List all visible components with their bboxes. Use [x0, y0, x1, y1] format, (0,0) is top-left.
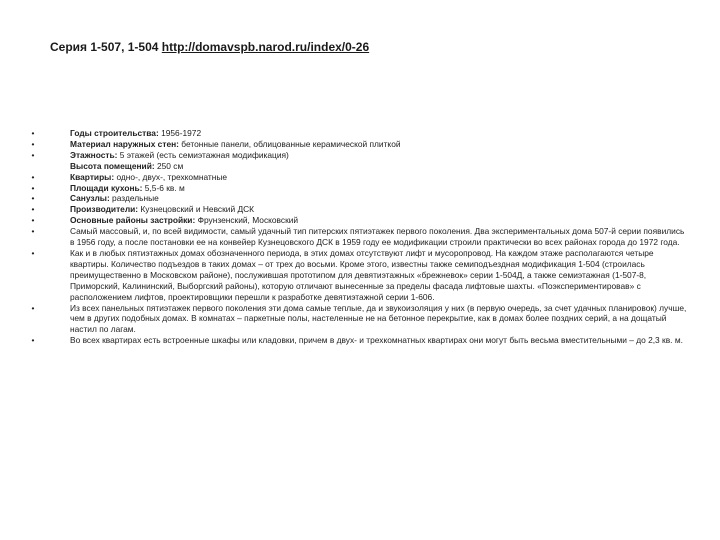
item-sub-value: 250 см — [154, 160, 184, 171]
item-label: Годы строительства: — [70, 128, 159, 138]
item-paragraph: Во всех квартирах есть встроенные шкафы или кладовки, причем в двух- и трехкомнатных квартирах они могут быть весьма вместительными – до 2,3 кв. м. — [70, 335, 683, 346]
item-value: 5,5-6 кв. м — [142, 182, 185, 193]
item-value: Фрунзенский, Московский — [195, 215, 299, 226]
item-label: Производители: — [70, 204, 139, 215]
item-label: Санузлы: — [70, 193, 110, 204]
item-paragraph: Как и в любых пятиэтажных домах обозначенного периода, в этих домах отсутствуют лифт и мусоропровод. На каждом этаже располагаются четыре квартиры. Количество подъездов в таких домах – от трех до восьми. Кроме этого, известны также семиподъездная модификация 1-504 (строилась преимущественно в Московском районе), послужившая прототипом для девятиэтажных «брежневок» серии 1-504Д, а также семиэтажная (1-507-8, Приморский, Калининский, Выборгский районы), которую отличают вынесенные за пределы фасада лифтовые шахты. «Поэкспериментировав» с расположением лифтов, проектировщики перешли к разработке девятиэтажной серии 1-606. — [70, 247, 654, 302]
slide-title — [50, 40, 369, 54]
list-item — [28, 183, 688, 194]
bullet-icon: • — [31, 138, 35, 149]
item-sub-label: Высота помещений: — [70, 160, 155, 171]
bullet-icon: • — [31, 204, 35, 215]
bullet-icon: • — [31, 149, 35, 160]
item-label: Площади кухонь: — [70, 182, 143, 193]
list-item — [28, 172, 688, 183]
item-value: раздельные — [109, 193, 159, 204]
bullet-icon: • — [31, 335, 35, 346]
item-label: Материал наружных стен: — [70, 138, 179, 149]
bullet-icon: • — [31, 302, 35, 313]
title-link[interactable]: http://domavspb.narod.ru/index/0-26 — [161, 40, 370, 54]
item-paragraph: Из всех панельных пятиэтажек первого поколения эти дома самые теплые, да и звукоизоляция у них (в первую очередь, за счет удачных планировок) лучше, чем в других подобных домах. В комнатах – паркетные полы, настеленные не на бетонное перекрытие, как в домах более поздних серий, а на дощатый настил по лагам. — [70, 302, 687, 335]
list-item — [28, 335, 688, 346]
list-item — [28, 303, 688, 336]
item-value: 5 этажей (есть семиэтажная модификация) — [117, 149, 289, 160]
list-item — [28, 150, 688, 172]
item-label: Основные районы застройки: — [70, 215, 196, 226]
bullet-icon: • — [31, 226, 35, 237]
list-item — [28, 128, 688, 139]
bullet-icon: • — [31, 182, 35, 193]
bullet-icon: • — [31, 193, 35, 204]
list-item — [28, 215, 688, 226]
item-label: Этажность: — [70, 149, 118, 160]
item-value: 1956-1972 — [158, 128, 202, 138]
item-value: бетонные панели, облицованные керамической плиткой — [178, 138, 401, 149]
item-label: Квартиры: — [70, 171, 115, 182]
list-item — [28, 193, 688, 204]
title-text: Серия 1-507, 1-504 — [50, 40, 162, 54]
list-item — [28, 226, 688, 248]
bullet-icon: • — [31, 171, 35, 182]
bullet-icon: • — [31, 247, 35, 258]
item-paragraph: Самый массовый, и, по всей видимости, самый удачный тип питерских пятиэтажек первого поколения. Два экспериментальных дома 507-й серии появились в 1956 году, а после постановки ее на конвейер Кузнецовского ДСК в 1959 году ее модификации строили практически во всех районах города до 1972 года. — [70, 226, 685, 248]
item-value: Кузнецовский и Невский ДСК — [138, 204, 255, 215]
list-item — [28, 139, 688, 150]
bullet-list — [28, 128, 688, 346]
item-value: одно-, двух-, трехкомнатные — [114, 171, 228, 182]
list-item — [28, 248, 688, 303]
list-item — [28, 204, 688, 215]
bullet-icon: • — [31, 215, 35, 226]
bullet-icon: • — [31, 128, 35, 138]
